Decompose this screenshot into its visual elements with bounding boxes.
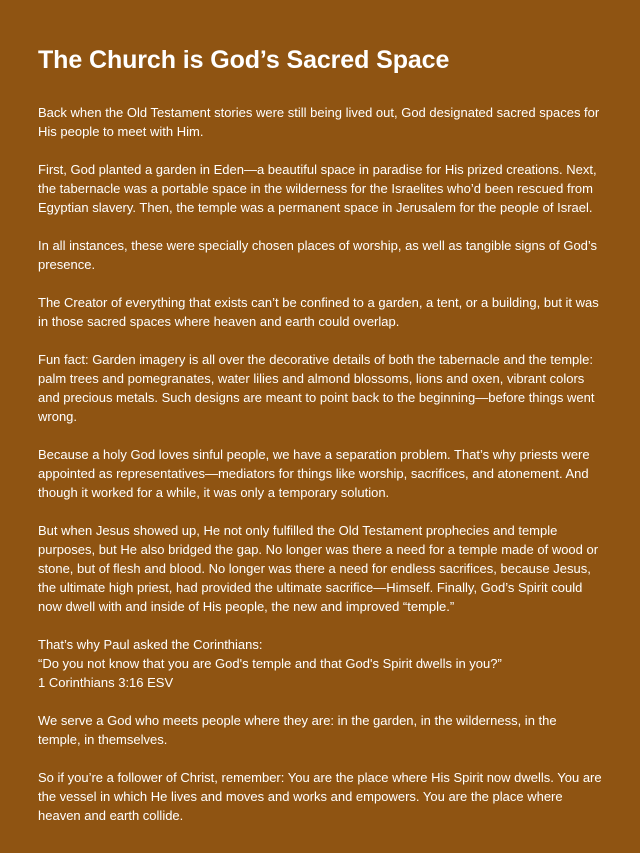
paragraph: So if you’re a follower of Christ, remember: You are the place where His Spirit now dwells. You are the vessel in which He lives and moves and works and empowers. You are the place where heaven and earth collide.	[38, 770, 602, 823]
quote-intro: That’s why Paul asked the Corinthians:	[38, 637, 263, 652]
paragraph: Because a holy God loves sinful people, we have a separation problem. That’s why priests were appointed as representatives—mediators for things like worship, sacrifices, and atonement. And though it worked for a while, it was only a temporary solution.	[38, 447, 590, 500]
page-title: The Church is God’s Sacred Space	[38, 46, 450, 74]
paragraph: First, God planted a garden in Eden—a beautiful space in paradise for His prized creations. Next, the tabernacle was a portable space in the wilderness for the Israelites who’d been rescued from Egyptian slavery. Then, the temple was a permanent space in Jerusalem for the people of Israel.	[38, 162, 597, 215]
scripture-quote	[38, 635, 602, 692]
quote-text: “Do you not know that you are God's temple and that God's Spirit dwells in you?”	[38, 656, 502, 671]
paragraph: Fun fact: Garden imagery is all over the decorative details of both the tabernacle and the temple: palm trees and pomegranates, water lilies and almond blossoms, lions and oxen, vibrant colors and precious metals. Such designs are meant to point back to the beginning—before things went wrong.	[38, 352, 595, 424]
paragraph: Back when the Old Testament stories were still being lived out, God designated sacred spaces for His people to meet with Him.	[38, 105, 600, 139]
paragraph: In all instances, these were specially chosen places of worship, as well as tangible signs of God’s presence.	[38, 238, 598, 272]
paragraph: The Creator of everything that exists can’t be confined to a garden, a tent, or a building, but it was in those sacred spaces where heaven and earth could overlap.	[38, 295, 599, 329]
quote-reference: 1 Corinthians 3:16 ESV	[38, 675, 174, 690]
paragraph: We serve a God who meets people where they are: in the garden, in the wilderness, in the temple, in themselves.	[38, 713, 557, 747]
paragraph: But when Jesus showed up, He not only fulfilled the Old Testament prophecies and temple purposes, but He also bridged the gap. No longer was there a need for a temple made of wood or stone, but of flesh and blood. No longer was there a need for endless sacrifices, because Jesus, the ultimate high priest, had provided the ultimate sacrifice—Himself. Finally, God’s Spirit could now dwell with and inside of His people, the new and improved “temple.”	[38, 523, 599, 614]
